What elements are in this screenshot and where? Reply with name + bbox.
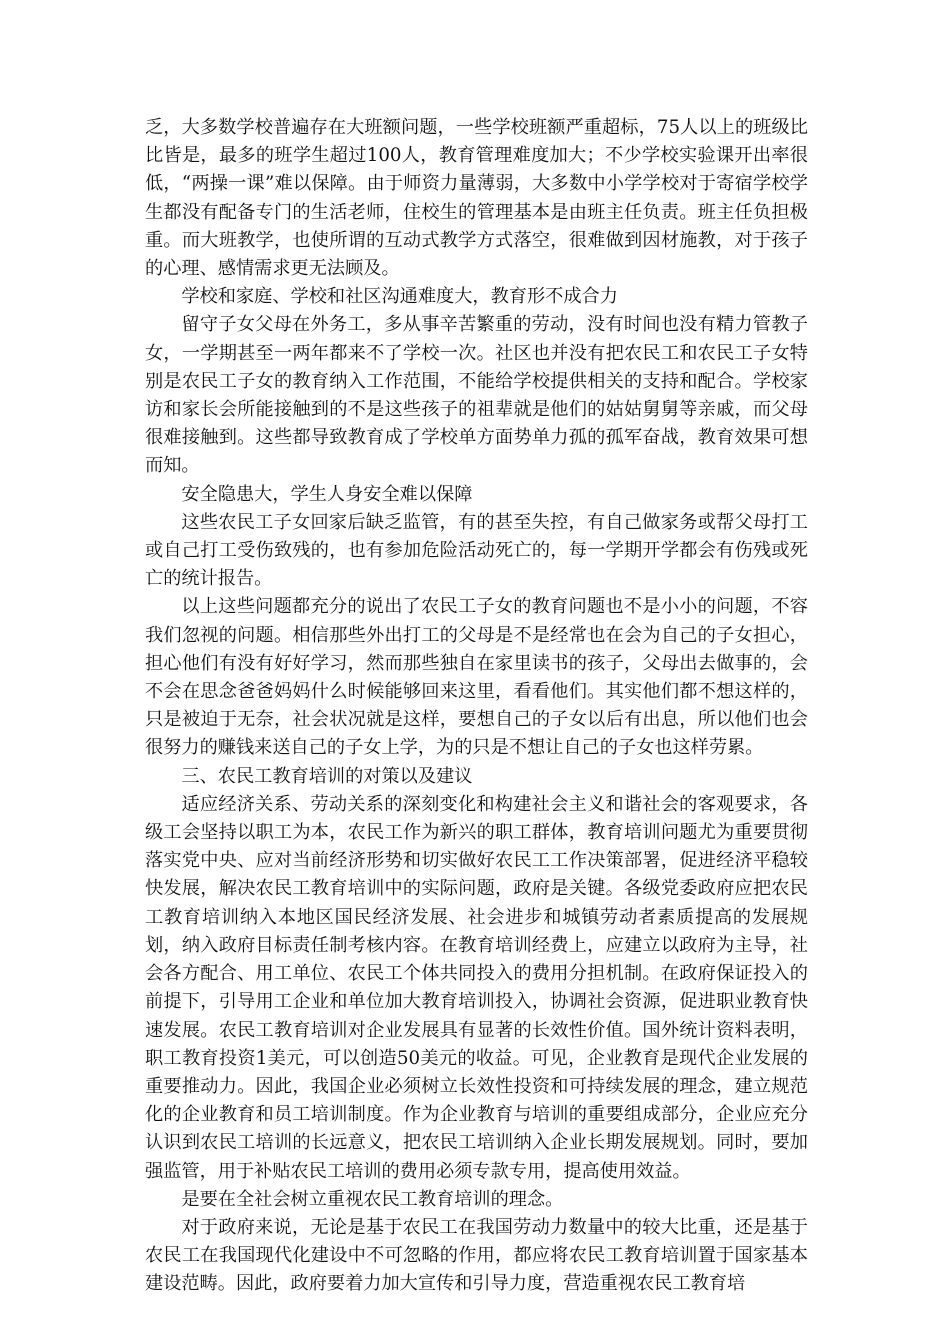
paragraph-lack-of-supervision: 这些农民工子女回家后缺乏监管，有的甚至失控，有自己做家务或帮父母打工或自己打工受伤致残的，也有参加危险活动死亡的，每一学期开学都会有伤残或死亡的统计报告。 [145,511,808,590]
heading-school-family-communication: 学校和家庭、学校和社区沟通难度大，教育形不成合力 [181,286,618,308]
heading-safety-risks: 安全隐患大，学生人身安全难以保障 [181,483,473,505]
paragraph-government-publicity: 对于政府来说，无论是基于农民工在我国劳动力数量中的较大比重，还是基于农民工在我国现代化建设中不可忽略的作用，都应将农民工教育培训置于国家基本建设范畴。因此，政府要着力加大宣传和引导力度，营造重视农民工教育培 [145,1216,808,1295]
document-page [145,114,808,1299]
paragraph-summary-of-problems: 以上这些问题都充分的说出了农民工子女的教育问题也不是小小的问题，不容我们忽视的问题。相信那些外出打工的父母是不是经常也在会为自己的子女担心，担心他们有没有好好学习，然而那些独自在家里读书的孩子，父母出去做事的，会不会在思念爸爸妈妈什么时候能够回来这里，看看他们。其实他们都不想这样的，只是被迫于无奈，社会状况就是这样，要想自己的子女以后有出息，所以他们也会很努力的赚钱来送自己的子女上学，为的只是不想让自己的子女也这样劳累。 [145,596,808,759]
heading-establish-awareness: 是要在全社会树立重视农民工教育培训的理念。 [181,1188,564,1210]
paragraph-government-and-enterprise-role: 适应经济关系、劳动关系的深刻变化和构建社会主义和谐社会的客观要求，各级工会坚持以职工为本，农民工作为新兴的职工群体，教育培训问题尤为重要贯彻落实党中央、应对当前经济形势和切实做好农民工工作决策部署，促进经济平稳较快发展，解决农民工教育培训中的实际问题，政府是关键。各级党委政府应把农民工教育培训纳入本地区国民经济发展、社会进步和城镇劳动者素质提高的发展规划，纳入政府目标责任制考核内容。在教育培训经费上，应建立以政府为主导，社会各方配合、用工单位、农民工个体共同投入的费用分担机制。在政府保证投入的前提下，引导用工企业和单位加大教育培训投入，协调社会资源，促进职业教育快速发展。农民工教育培训对企业发展具有显著的长效性价值。国外统计资料表明，职工教育投资1美元，可以创造50美元的收益。可见，企业教育是现代企业发展的重要推动力。因此，我国企业必须树立长效性投资和可持续发展的理念，建立规范化的企业教育和员工培训制度。作为企业教育与培训的重要组成部分，企业应充分认识到农民工培训的长远意义，把农民工培训纳入企业长期发展规划。同时，要加强监管，用于补贴农民工培训的费用必须专款专用，提高使用效益。 [145,793,808,1182]
paragraph-left-behind-children: 留守子女父母在外务工，多从事辛苦繁重的劳动，没有时间也没有精力管教子女，一学期甚至一两年都来不了学校一次。社区也并没有把农民工和农民工子女特别是农民工子女的教育纳入工作范围，不能给学校提供相关的支持和配合。学校家访和家长会所能接触到的不是这些孩子的祖辈就是他们的姑姑舅舅等亲戚，而父母很难接触到。这些都导致教育成了学校单方面势单力孤的孤军奋战，教育效果可想而知。 [145,314,808,477]
paragraph-class-size-issue: 乏，大多数学校普遍存在大班额问题，一些学校班额严重超标，75人以上的班级比比皆是，最多的班学生超过100人，教育管理难度加大；不少学校实验课开出率很低，“两操一课”难以保障。由于师资力量薄弱，大多数中小学学校对于寄宿学校学生都没有配备专门的生活老师，住校生的管理基本是由班主任负责。班主任负担极重。而大班教学，也使所谓的互动式教学方式落空，很难做到因材施教，对于孩子的心理、感情需求更无法顾及。 [145,117,808,280]
section-heading-countermeasures: 三、农民工教育培训的对策以及建议 [181,765,473,787]
